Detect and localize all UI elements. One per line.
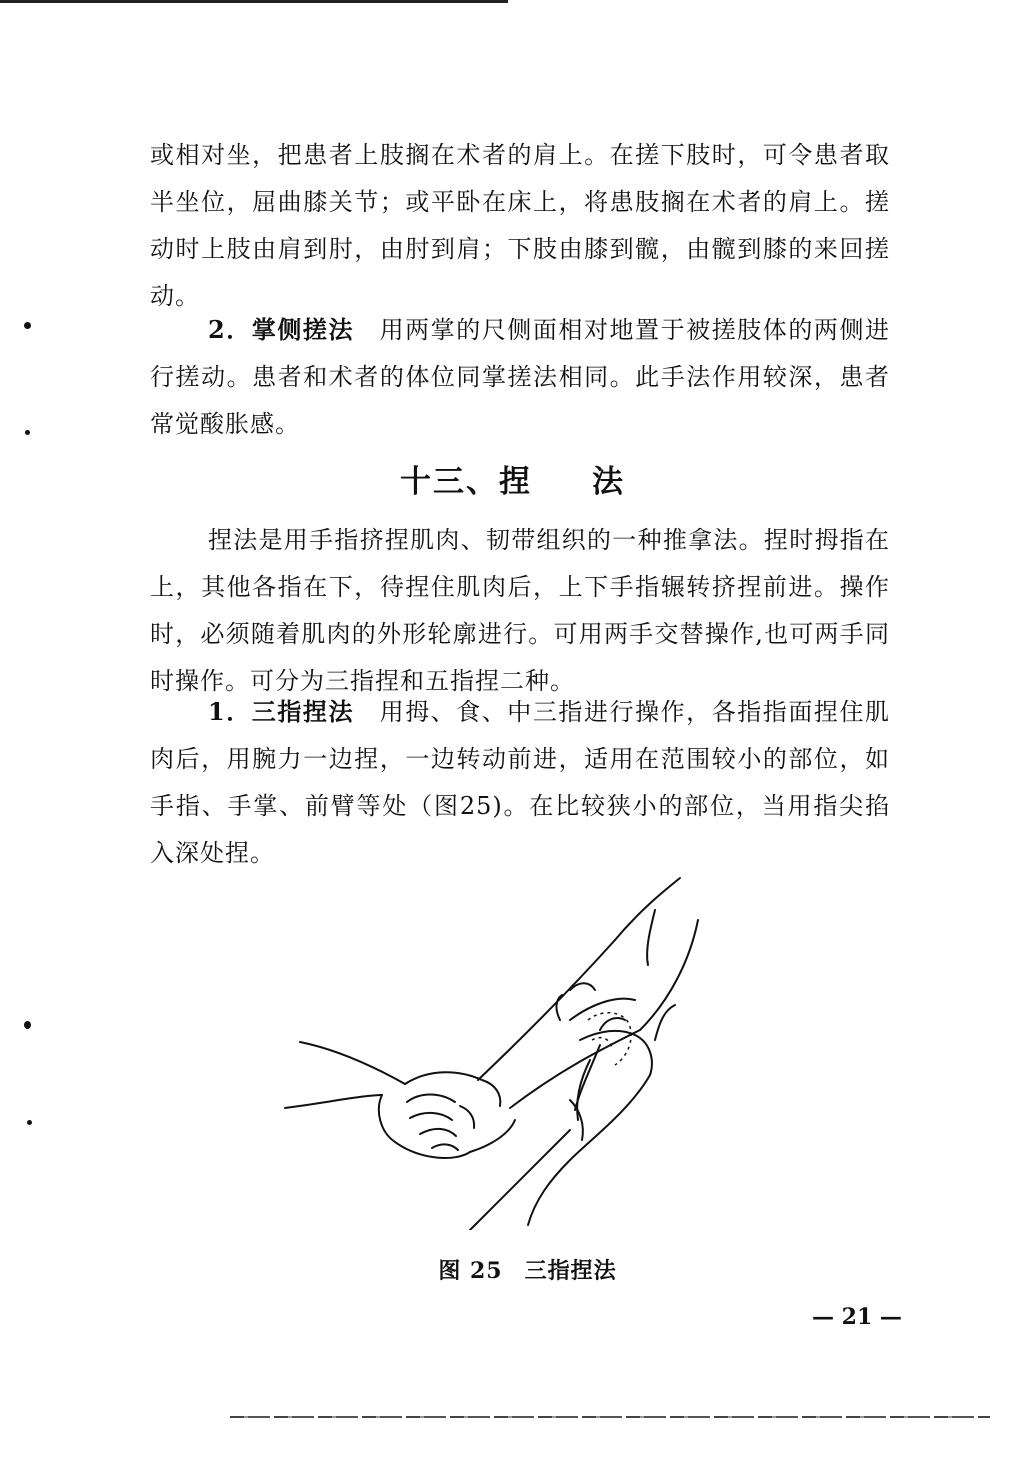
item-label: 2．掌侧搓法 (208, 315, 354, 344)
item-text: 用拇、食、中三指进行操作，各指指面捏住肌肉后，用腕力一边捏，一边转动前进，适用在范围较小的部位，如手指、手掌、前臂等处（图25)。在比较狭小的部位，当用指尖掐入深处捏。 (150, 698, 891, 867)
margin-dot (24, 322, 31, 329)
figure-illustration (270, 870, 700, 1230)
item-palm-side-rubbing (150, 306, 890, 448)
margin-dot (24, 1021, 31, 1029)
item-text: 用两掌的尺侧面相对地置于被搓肢体的两侧进行搓动。患者和术者的体位同掌搓法相同。此手法作用较深，患者常觉酸胀感。 (150, 316, 891, 438)
figure-caption: 图 25 三指捏法 (438, 1258, 617, 1284)
item-label: 1．三指捏法 (208, 697, 354, 726)
section-title: 十三、捏 法 (400, 464, 625, 500)
top-rule (0, 0, 508, 3)
margin-dot (25, 430, 30, 435)
paragraph-pinching-intro: 捏法是用手指挤捏肌肉、韧带组织的一种推拿法。捏时拇指在上，其他各指在下，待捏住肌肉后，上下手指辗转挤捏前进。操作时，必须随着肌肉的外形轮廓进行。可用两手交替操作,也可两手同时操作。可分为三指捏和五指捏二种。 (150, 526, 890, 695)
item-three-finger-pinch (150, 688, 890, 877)
bottom-rule (230, 1416, 990, 1418)
paragraph-continuation: 或相对坐，把患者上肢搁在术者的肩上。在搓下肢时，可令患者取半坐位，屈曲膝关节；或平卧在床上，将患肢搁在术者的肩上。搓动时上肢由肩到肘，由肘到肩；下肢由膝到髋，由髋到膝的来回搓动。 (150, 141, 890, 310)
margin-dot (27, 1120, 32, 1125)
page-number: — 21 — (812, 1304, 902, 1330)
